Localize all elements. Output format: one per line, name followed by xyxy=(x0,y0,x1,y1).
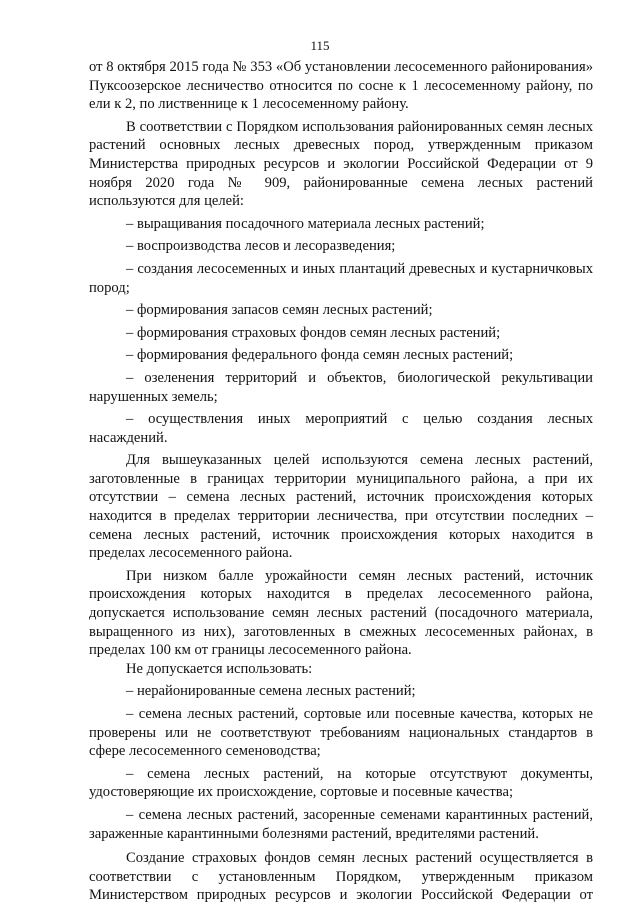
paragraph-low-yield: При низком балле урожайности семян лесных растений, источник происхождения которых находится в пределах лесосеменного района, допускается использование семян лесных растений (посадочного материала, выращенного из них), заготовленных в смежных лесосеменных районах, в пределах 100 км от границы лесосеменного района. xyxy=(89,567,593,659)
paragraph-seed-origin: Для вышеуказанных целей используются семена лесных растений, заготовленные в границах территории муниципального района, а при их отсутствии – семена лесных растений, источник происхождения которых находится в пределах территории лесничества, при отсутствии последних – семена лесных растений, источник происхождения которых находится в пределах лесосеменного района. xyxy=(89,452,593,562)
list-item-plantations: – создания лесосеменных и иных плантаций древесных и кустарничковых пород; xyxy=(89,260,593,296)
paragraph-seed-zoning: от 8 октября 2015 года № 353 «Об установлении лесосеменного районирования» Пуксоозерское лесничество относится по сосне к 1 лесосеменному району, по ели к 2, по лиственнице к 1 лесосеменному району. xyxy=(89,59,593,113)
list-item-undocumented-seeds: – семена лесных растений, на которые отсутствуют документы, удостоверяющие их происхождение, сортовые и посевные качества; xyxy=(89,765,593,801)
list-item-reforestation: – воспроизводства лесов и лесоразведения; xyxy=(126,238,396,255)
list-item-federal-fund: – формирования федерального фонда семян лесных растений; xyxy=(126,347,514,364)
body-text xyxy=(89,58,593,905)
list-item-insurance-funds: – формирования страховых фондов семян лесных растений; xyxy=(126,324,501,341)
paragraph-not-allowed: Не допускается использовать: xyxy=(126,660,313,677)
page-number: 115 xyxy=(310,38,330,53)
list-item-seed-reserves: – формирования запасов семян лесных растений; xyxy=(126,302,433,319)
list-item-infested-seeds: – семена лесных растений, засоренные семенами карантинных растений, зараженные карантинными болезнями растений, вредителями растений. xyxy=(89,806,593,842)
list-item-other-measures: – осуществления иных мероприятий с целью создания лесных насаждений. xyxy=(89,411,593,446)
paragraph-usage-order: В соответствии с Порядком использования районированных семян лесных растений основных лесных древесных пород, утвержденным приказом Министерства природных ресурсов и экологии Российской Федерации от 9 ноября 2020 года № 909, районированные семена лесных растений используются для целей: xyxy=(89,118,593,210)
list-item-unchecked-seeds: – семена лесных растений, сортовые или посевные качества, которых не проверены или не соответствуют требованиям национальных стандартов в сфере лесосеменного семеноводства; xyxy=(89,706,593,760)
list-item-non-zoned-seeds: – нерайонированные семена лесных растений; xyxy=(126,683,416,700)
list-item-landscaping: – озеленения территорий и объектов, биологической рекультивации нарушенных земель; xyxy=(89,369,593,405)
paragraph-insurance-funds: Создание страховых фондов семян лесных растений осуществляется в соответствии с установленным Порядком, утвержденным приказом Министерством природных ресурсов и экологии Российской Федерации от xyxy=(89,850,593,904)
list-item-planting-material: – выращивания посадочного материала лесных растений; xyxy=(126,215,485,232)
